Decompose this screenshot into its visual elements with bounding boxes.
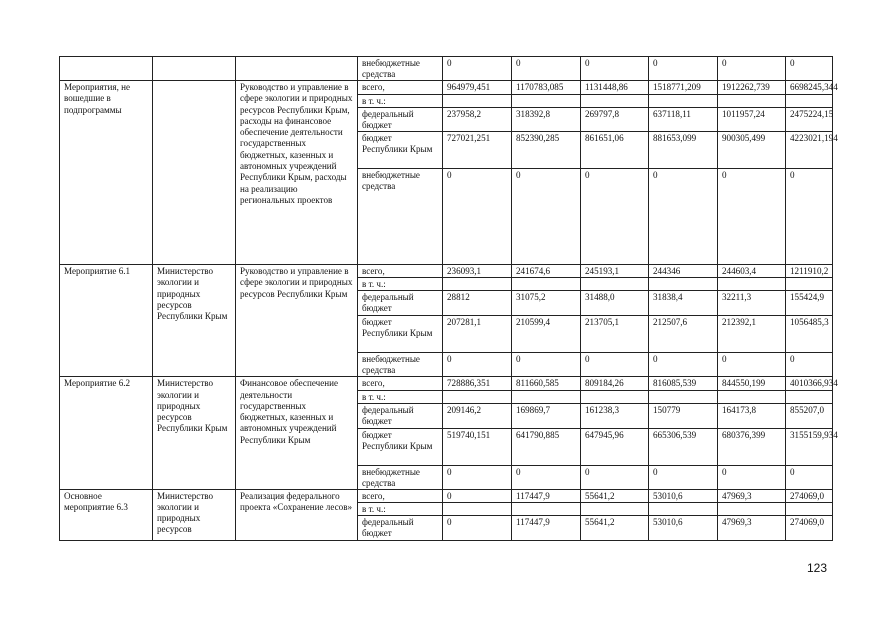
amount-cell: 665306,539 [649,428,718,465]
amount-cell [512,502,581,515]
amount-cell: 0 [443,515,512,540]
amount-cell [786,278,833,291]
amount-cell [443,390,512,403]
amount-cell [786,502,833,515]
event-cell: Основное мероприятие 6.3 [60,489,153,540]
amount-cell: 0 [649,57,718,81]
amount-cell: 318392,8 [512,108,581,132]
executor-cell [153,81,236,265]
funding-source-label: федеральный бюджет [358,515,443,540]
amount-cell: 53010,6 [649,515,718,540]
amount-cell: 0 [786,353,833,377]
amount-cell: 728886,351 [443,377,512,390]
amount-cell: 245193,1 [581,265,649,278]
funding-source-label: федеральный бюджет [358,291,443,316]
amount-cell: 31488,0 [581,291,649,316]
amount-cell: 117447,9 [512,489,581,502]
amount-cell: 1011957,24 [718,108,786,132]
table-row [60,489,833,502]
amount-cell: 0 [512,169,581,265]
page-number: 123 [807,561,828,575]
amount-cell [512,278,581,291]
amount-cell [443,502,512,515]
amount-cell [581,502,649,515]
amount-cell: 212507,6 [649,316,718,353]
amount-cell: 161238,3 [581,403,649,428]
funding-source-label: всего, [358,81,443,95]
amount-cell: 852390,285 [512,132,581,169]
amount-cell: 4223021,194 [786,132,833,169]
amount-cell: 964979,451 [443,81,512,95]
executor-cell [153,57,236,81]
amount-cell [649,278,718,291]
amount-cell: 169869,7 [512,403,581,428]
amount-cell [581,390,649,403]
amount-cell: 855207,0 [786,403,833,428]
amount-cell: 207281,1 [443,316,512,353]
table-row [60,377,833,390]
amount-cell: 1131448,86 [581,81,649,95]
amount-cell: 0 [512,465,581,489]
amount-cell: 0 [718,465,786,489]
amount-cell: 32211,3 [718,291,786,316]
executor-cell: Министерство экологии и природных ресурсов Республики Крым [153,377,236,489]
amount-cell: 647945,96 [581,428,649,465]
amount-cell: 1170783,085 [512,81,581,95]
funding-source-label: бюджет Республики Крым [358,132,443,169]
amount-cell: 0 [581,169,649,265]
amount-cell: 0 [581,353,649,377]
amount-cell: 861651,06 [581,132,649,169]
amount-cell: 637118,11 [649,108,718,132]
funding-source-label: федеральный бюджет [358,108,443,132]
amount-cell: 0 [581,57,649,81]
amount-cell [581,95,649,108]
amount-cell: 900305,499 [718,132,786,169]
amount-cell: 241674,6 [512,265,581,278]
amount-cell [581,278,649,291]
amount-cell: 55641,2 [581,515,649,540]
amount-cell: 844550,199 [718,377,786,390]
amount-cell: 0 [649,465,718,489]
executor-cell: Министерство экологии и природных ресурсов Республики Крым [153,265,236,377]
amount-cell [718,390,786,403]
funding-source-label: всего, [358,489,443,502]
table-row [60,81,833,95]
amount-cell: 727021,251 [443,132,512,169]
amount-cell: 28812 [443,291,512,316]
amount-cell [649,95,718,108]
amount-cell: 236093,1 [443,265,512,278]
amount-cell [443,95,512,108]
funding-source-label: в т. ч.: [358,278,443,291]
description-cell: Финансовое обеспечение деятельности государственных бюджетных, казенных и автономных учреждений Республики Крым [236,377,358,489]
amount-cell: 212392,1 [718,316,786,353]
funding-source-label: внебюджетные средства [358,169,443,265]
amount-cell: 237958,2 [443,108,512,132]
amount-cell: 809184,26 [581,377,649,390]
amount-cell [512,390,581,403]
amount-cell: 269797,8 [581,108,649,132]
funding-source-label: внебюджетные средства [358,57,443,81]
amount-cell: 0 [512,353,581,377]
description-cell: Руководство и управление в сфере экологии и природных ресурсов Республики Крым, расходы на финансовое обеспечение деятельности государственных бюджетных, казенных и автономных учреждений Республики Крым, расходы на реализацию региональных проектов [236,81,358,265]
amount-cell: 0 [786,169,833,265]
table-body [60,57,838,541]
funding-source-label: в т. ч.: [358,502,443,515]
amount-cell: 155424,9 [786,291,833,316]
amount-cell: 519740,151 [443,428,512,465]
amount-cell: 0 [786,465,833,489]
amount-cell: 680376,399 [718,428,786,465]
amount-cell: 0 [649,169,718,265]
funding-source-label: в т. ч.: [358,95,443,108]
amount-cell [718,278,786,291]
amount-cell: 47969,3 [718,515,786,540]
event-cell: Мероприятия, не вошедшие в подпрограммы [60,81,153,265]
amount-cell: 0 [443,57,512,81]
amount-cell: 2475224,15 [786,108,833,132]
amount-cell [718,502,786,515]
funding-source-label: федеральный бюджет [358,403,443,428]
amount-cell: 53010,6 [649,489,718,502]
budget-table [59,56,838,541]
amount-cell: 150779 [649,403,718,428]
amount-cell: 641790,885 [512,428,581,465]
amount-cell [649,502,718,515]
funding-source-label: в т. ч.: [358,390,443,403]
table-row [60,57,833,81]
amount-cell: 0 [443,489,512,502]
event-cell: Мероприятие 6.2 [60,377,153,489]
funding-source-label: всего, [358,377,443,390]
event-cell: Мероприятие 6.1 [60,265,153,377]
funding-source-label: внебюджетные средства [358,465,443,489]
amount-cell: 209146,2 [443,403,512,428]
amount-cell: 0 [443,353,512,377]
amount-cell: 0 [512,57,581,81]
event-cell [60,57,153,81]
amount-cell: 0 [786,57,833,81]
amount-cell: 1056485,3 [786,316,833,353]
amount-cell: 244346 [649,265,718,278]
amount-cell [512,95,581,108]
amount-cell: 816085,539 [649,377,718,390]
funding-source-label: всего, [358,265,443,278]
amount-cell: 274069,0 [786,489,833,502]
amount-cell: 3155159,934 [786,428,833,465]
amount-cell: 881653,099 [649,132,718,169]
amount-cell: 1518771,209 [649,81,718,95]
amount-cell: 164173,8 [718,403,786,428]
amount-cell: 47969,3 [718,489,786,502]
amount-cell: 6698245,344 [786,81,833,95]
executor-cell: Министерство экологии и природных ресурсов [153,489,236,540]
amount-cell: 0 [443,465,512,489]
amount-cell [443,278,512,291]
amount-cell: 0 [718,169,786,265]
amount-cell: 811660,585 [512,377,581,390]
amount-cell: 4010366,934 [786,377,833,390]
funding-source-label: бюджет Республики Крым [358,316,443,353]
amount-cell [786,95,833,108]
amount-cell: 0 [581,465,649,489]
amount-cell: 0 [718,353,786,377]
amount-cell: 1912262,739 [718,81,786,95]
amount-cell: 0 [443,169,512,265]
table-row [60,265,833,278]
amount-cell [649,390,718,403]
description-cell [236,57,358,81]
amount-cell: 0 [718,57,786,81]
amount-cell [786,390,833,403]
amount-cell [718,95,786,108]
funding-source-label: бюджет Республики Крым [358,428,443,465]
amount-cell: 1211910,2 [786,265,833,278]
description-cell: Руководство и управление в сфере экологии и природных ресурсов Республики Крым [236,265,358,377]
amount-cell: 210599,4 [512,316,581,353]
amount-cell: 31075,2 [512,291,581,316]
amount-cell: 213705,1 [581,316,649,353]
budget-table-container [59,56,838,541]
amount-cell: 31838,4 [649,291,718,316]
funding-source-label: внебюджетные средства [358,353,443,377]
amount-cell: 117447,9 [512,515,581,540]
amount-cell: 55641,2 [581,489,649,502]
description-cell: Реализация федерального проекта «Сохранение лесов» [236,489,358,540]
amount-cell: 274069,0 [786,515,833,540]
amount-cell: 244603,4 [718,265,786,278]
amount-cell: 0 [649,353,718,377]
